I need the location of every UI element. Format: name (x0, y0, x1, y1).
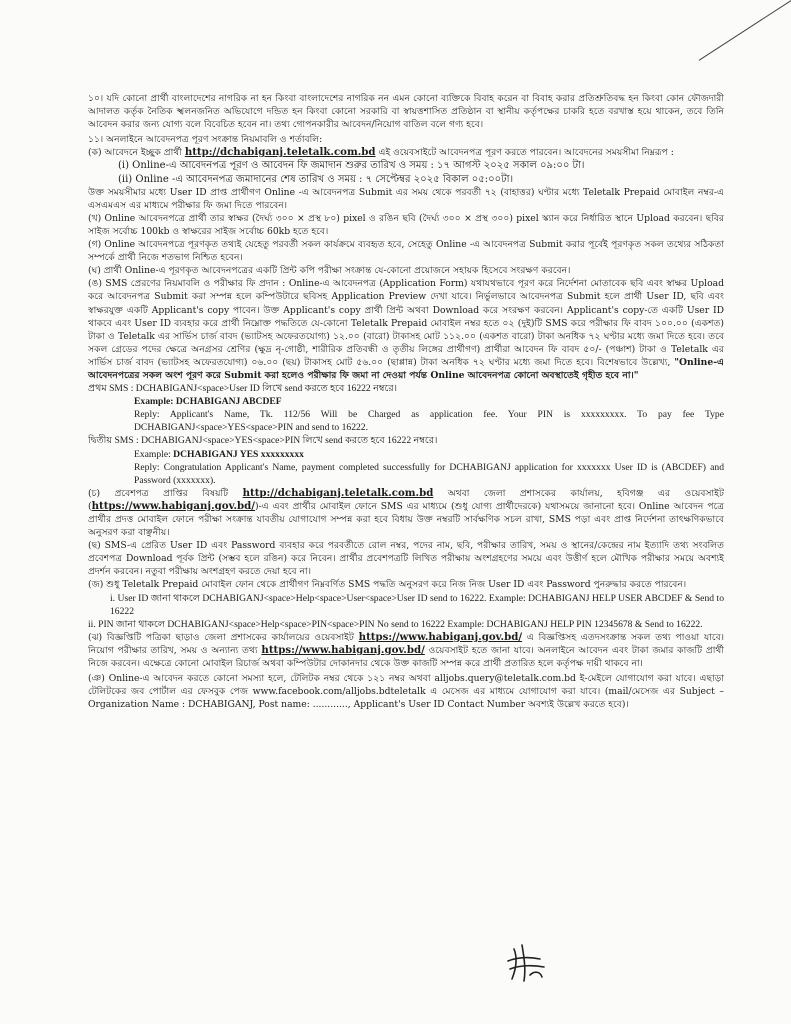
scan-edge-line (699, 0, 791, 61)
clause-ka (88, 146, 724, 159)
clause-cha-text-3: )-এ এবং প্রার্থীর মোবাইল ফোনে SMS এর মাধ্যমে (শুধু যোগ্য প্রার্থীদেরকে) যথাসময়ে জানানো হবে। Online আবেদন পত্রে প্রার্থীর প্রদত্ত মোবাইল ফোনে পরীক্ষা সংক্রান্ত যাবতীয় যোগাযোগ সম্পন্ন করা হবে বিধায় উক্ত নম্বরটি সার্বক্ষণিক সচল রাখা, SMS পড়া এবং প্রাপ্ত নির্দেশনা তাৎক্ষণিকভাবে অনুসরণ করা বাঞ্ছনীয়। (88, 500, 724, 539)
clause-jha-text-3: ওয়েবসাইট হতে জানা যাবে। অনলাইনে আবেদন এবং টাকা জমার কাজটি প্রার্থী নিজে করবেন। এক্ষেত্রে কোনো মোবাইল রিচার্জ অথবা কম্পিউটার দোকানদার থেকে উক্ত কাজটি সম্পন্ন করে প্রার্থী প্রতারিত হলে কর্তৃপক্ষ দায়ী থাকবে না। (88, 644, 725, 670)
handwritten-signature (500, 935, 552, 987)
clause-cha-text-2: অথবা জেলা প্রশাসকের কার্যালয়, হবিগঞ্জ এর ওয়েবসাইট ( (88, 487, 724, 512)
sms2-example-text: DCHABIGANJ YES xxxxxxxxx (173, 448, 304, 460)
clause-gha: (ঘ) প্রার্থী Online-এ পূরণকৃত আবেদনপত্রের একটি প্রিন্ট কপি পরীক্ষা সংক্রান্ত যে-কোনো প্রয়োজনে সহায়ক হিসেবে সংরক্ষণ করবেন। (88, 265, 571, 277)
clause-kha: (খ) Online আবেদনপত্রে প্রার্থী তার স্বাক্ষর (দৈর্ঘ্য ৩০০ × প্রস্থ ৮০) pixel ও রঙিন ছবি (দৈর্ঘ্য ৩০০ × প্রস্থ ৩০০) pixel স্ক্যান করে নির্ধারিত স্থানে Upload করবেন। ছবির সাইজ সর্বোচ্চ 100kb ও স্বাক্ষরের সাইজ সর্বোচ্চ 60kb হতে হবে। (88, 212, 724, 237)
clause-ja-i: i. User ID জানা থাকলে DCHABIGANJ<space>Help<space>User<space>User ID send to 16222. Example: DCHABIGANJ HELP USER ABCDEF & Send to 16222 (110, 592, 724, 617)
clause-ka-text-2: এই ওয়েবসাইটে আবেদনপত্র পূরণ করতে পারবেন। আবেদনের সময়সীমা নিম্নরূপ : (375, 147, 674, 159)
clause-ja: (জ) শুধু Teletalk Prepaid মোবাইল ফোন থেকে প্রার্থীগণ নিম্নবর্ণিত SMS পদ্ধতি অনুসরণ করে নিজ নিজ User ID এবং Password পুনরুদ্ধার করতে পারবেন। (88, 579, 687, 591)
clause-ja-ii: ii. PIN জানা থাকলে DCHABIGANJ<space>Help<space>PIN<space>PIN No send to 16222 Example: DCHABIGANJ HELP PIN 12345678 & Send to 16222. (88, 618, 703, 630)
clause-uma (88, 277, 724, 382)
clause-ka-start-date: (i) Online-এ আবেদনপত্র পূরণ ও আবেদন ফি জমাদান শুরুর তারিখ ও সময় : ১৭ আগস্ট ২০২৫ সকাল ০৯:০০ টা। (118, 160, 585, 172)
clause-nya: (ঞ) Online-এ আবেদন করতে কোনো সমস্যা হলে, টেলিটক নম্বর থেকে ১২১ নম্বর অথবা alljobs.query@teletalk.com.bd ই-মেইলে যোগাযোগ করা যাবে। এছাড়া টেলিটকের জব পোর্টাল এর ফেসবুক পেজ www.facebook.com/alljobs.bdteletalk এ মেসেজ এর মাধ্যমে যোগাযোগ করা যাবে। (mail/মেসেজ এর Subject – Organization Name : DCHABIGANJ, Post name: ............, Applicant's User ID Contact Number অবশ্যই উল্লেখ করতে হবে)। (88, 673, 724, 711)
sms1-instruction: প্রথম SMS : DCHABIGANJ<space>User ID লিখে send করতে হবে 16222 নম্বরে। (88, 383, 398, 395)
clause-cha-text-1: (চ) প্রবেশপত্র প্রাপ্তির বিষয়টি (88, 487, 243, 499)
teletalk-link-2[interactable]: http://dchabiganj.teletalk.com.bd (242, 486, 434, 499)
sms2-reply: Reply: Congratulation Applicant's Name, payment completed successfully for DCHABIGANJ application for xxxxxxx User ID is (ABCDEF) and Password (xxxxxxx). (134, 461, 724, 486)
sms1-example-text: Example: DCHABIGANJ ABCDEF (134, 396, 282, 408)
clause-chha: (ছ) SMS-এ প্রেরিত User ID এবং Password ব্যবহার করে পরবর্তীতে রোল নম্বর, পদের নাম, ছবি, পরীক্ষার তারিখ, সময় ও স্থানের/কেন্দ্রের নাম ইত্যাদি তথ্য সংবলিত প্রবেশপত্র Download পূর্বক প্রিন্ট (সম্ভব হলে রঙিন) করে নিবেন। প্রার্থীর প্রবেশপত্রটি লিখিত পরীক্ষায় অংশগ্রহণের সময়ে এবং উত্তীর্ণ হলে মৌখিক পরীক্ষার সময়ে অবশ্যই প্রদর্শন করবেন। নতুবা পরীক্ষায় অংশগ্রহণ করতে দেয়া হবে না। (88, 540, 724, 578)
teletalk-link[interactable]: http://dchabiganj.teletalk.com.bd (184, 146, 376, 159)
clause-jha-text-2: এ বিজ্ঞপ্তিসহ এতদসংক্রান্ত সকল তথ্য পাওয়া যাবে। নিয়োগ পরীক্ষার তারিখ, সময় ও অন্যান্য তথ্য (88, 631, 725, 656)
clause-ka-end-date: (ii) Online -এ আবেদনপত্র জমাদানের শেষ তারিখ ও সময় : ৭ সেপ্টেম্বর ২০২৫ বিকাল ০৫:০০টা। (118, 173, 514, 185)
sms2-instruction: দ্বিতীয় SMS : DCHABIGANJ<space>YES<space>PIN লিখে send করতে হবে 16222 নম্বরে। (88, 435, 438, 447)
clause-10: ১০। যদি কোনো প্রার্থী বাংলাদেশের নাগরিক না হন কিংবা বাংলাদেশের নাগরিক নন এমন কোনো ব্যক্তিকে বিবাহ করেন বা বিবাহ করার প্রতিশ্রুতিবদ্ধ হন কিংবা কোন ফৌজদারী আদালত কর্তৃক নৈতিক স্খলনজনিত অভিযোগে দন্ডিত হন কিংবা কোনো সরকারি বা স্বায়ত্তশাসিত প্রতিষ্ঠান বা স্থানীয় কর্তৃপক্ষের চাকরি হতে বরখাস্ত হয়ে থাকেন, তবে তিনি আবেদন করার জন্য যোগ্য বলে বিবেচিত হবেন না। তথ্য গোপনকারীর আবেদন/নিয়োগ বাতিল বলে গণ্য হবে। (88, 93, 724, 131)
clause-ka-note: উক্ত সময়সীমার মধ্যে User ID প্রাপ্ত প্রার্থীগণ Online -এ আবেদনপত্র Submit এর সময় থেকে পরবর্তী ৭২ (বাহাত্তর) ঘণ্টার মধ্যে Teletalk Prepaid মোবাইল নম্বর-এ এসএমএস এর মাধ্যমে পরীক্ষার ফি জমা দিতে পারবেন। (88, 186, 724, 211)
sms2-example-label: Example: (134, 448, 174, 460)
clause-jha (88, 631, 724, 670)
clause-cha (88, 487, 724, 539)
clause-uma-bold-note: "Online-এ আবেদনপত্রের সকল অংশ পূরণ করে Submit করা হলেও পরীক্ষার ফি জমা না দেওয়া পর্যন্ত Online আবেদনপত্র কোনো অবস্থাতেই গৃহীত হবে না।" (88, 356, 724, 381)
sms1-reply: Reply: Applicant's Name, Tk. 112/56 Will be Charged as application fee. Your PIN is xxxxxxxxx. To pay fee Type DCHABIGANJ<space>YES<space>PIN and send to 16222. (134, 409, 724, 434)
document-body (88, 92, 724, 711)
habiganj-link-2[interactable]: https://www.habiganj.gov.bd/ (358, 630, 523, 643)
clause-11-title: ১১। অনলাইনে আবেদনপত্র পূরণ সংক্রান্ত নিয়মাবলি ও শর্তাবলি: (88, 134, 323, 146)
clause-ga: (গ) Online আবেদনপত্রে পূরণকৃত তথ্যই যেহেতু পরবর্তী সকল কার্যক্রমে ব্যবহৃত হবে, সেহেতু Online -এ আবেদনপত্র Submit করার পূর্বেই পূরণকৃত সকল তথ্যের সঠিকতা সম্পর্কে প্রার্থী নিজে শতভাগ নিশ্চিত হবেন। (88, 239, 724, 264)
clause-ka-text-1: (ক) আবেদনে ইচ্ছুক প্রার্থী (88, 147, 185, 159)
clause-uma-text: (ঙ) SMS প্রেরণের নিয়মাবলি ও পরীক্ষার ফি প্রদান : Online-এ আবেদনপত্র (Application Form) যথাযথভাবে পূরণ করে নির্দেশনা মোতাবেক ছবি এবং স্বাক্ষর Upload করে আবেদনপত্র Submit করা সম্পন্ন হলে কম্পিউটারে ছবিসহ Application Preview দেখা যাবে। নির্ভুলভাবে আবেদনপত্র Submit হলে প্রার্থী User ID, ছবি এবং স্বাক্ষরযুক্ত একটি Applicant's copy পাবেন। উক্ত Applicant's copy প্রার্থী প্রিন্ট অথবা Download করে সংরক্ষণ করবেন। Applicant's copy-তে একটি User ID থাকবে এবং User ID ব্যবহার করে প্রার্থী নিম্নোক্ত পদ্ধতিতে যে-কোনো Teletalk Prepaid মোবাইল নম্বর হতে ০২ (দুই)টি SMS করে পরীক্ষার ফি বাবদ ১০০.০০ (একশত) টাকা ও Teletalk এর সার্ভিস চার্জ বাবদ (ভ্যাটসহ অফেরতযোগ্য) ১২.০০ (বারো) টাকাসহ মোট ১১২.০০ (একশত বারো) টাকা অনধিক ৭২ ঘণ্টার মধ্যে জমা দিতে হবে। তবে সকল গ্রেডের পদের ক্ষেত্রে অনগ্রসর শ্রেণির (ক্ষুদ্র নৃ-গোষ্ঠী, শারীরিক প্রতিবন্ধী ও তৃতীয় লিঙ্গের প্রার্থীগণ) প্রার্থীরা আবেদন ফি বাবদ ৫০/- (পঞ্চাশ) টাকা ও Teletalk এর সার্ভিস চার্জ বাবদ (ভ্যাটসহ অফেরতযোগ্য) ০৬.০০ (ছয়) টাকাসহ মোট ৫৬.০০ (ছাপ্পান্ন) টাকা অনধিক ৭২ ঘণ্টার মধ্যে জমা দিতে হবে। বিশেষভাবে উল্লেখ্য, (88, 278, 724, 368)
habiganj-link-3[interactable]: https://www.habiganj.gov.bd/ (261, 643, 425, 656)
clause-jha-text-1: (ঝ) বিজ্ঞপ্তিটি পত্রিকা ছাড়াও জেলা প্রশাসকের কার্যালয়ের ওয়েবসাইট (88, 631, 359, 643)
habiganj-link[interactable]: https://www.habiganj.gov.bd/ (91, 499, 255, 512)
sms1-example (88, 395, 724, 408)
sms2-example (88, 448, 724, 461)
